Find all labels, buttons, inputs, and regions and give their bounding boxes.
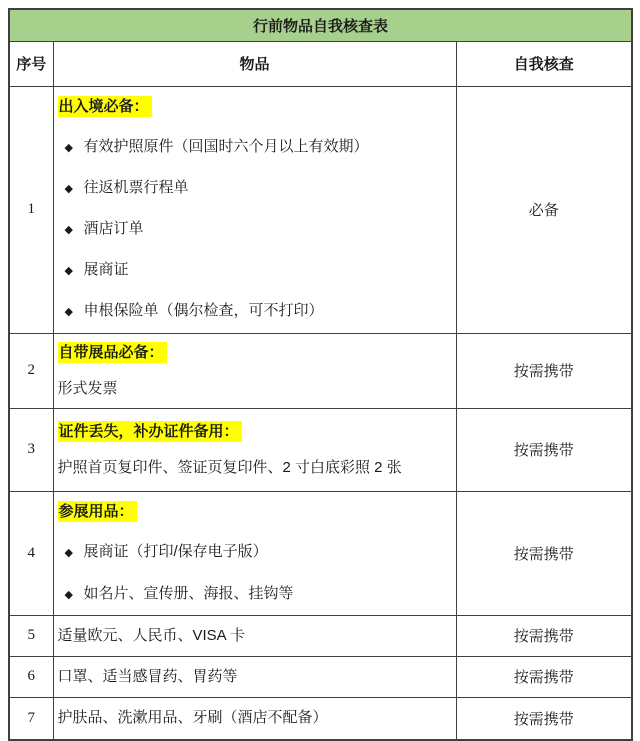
bullet-item-text: 有效护照原件（回国时六个月以上有效期） <box>83 137 369 155</box>
row-items-cell <box>53 408 456 491</box>
bullet-item <box>58 584 452 605</box>
row-check-status: 按需携带 <box>456 408 632 491</box>
bullet-item <box>58 219 452 240</box>
row-items-cell <box>53 333 456 408</box>
column-header-row <box>9 41 632 86</box>
row-check-status: 按需携带 <box>456 333 632 408</box>
highlighted-text: 证件丢失，补办证件备用： <box>58 421 242 442</box>
section-heading <box>58 422 452 442</box>
table-row <box>9 408 632 491</box>
item-text: 护照首页复印件、签证页复印件、2 寸白底彩照 2 张 <box>57 458 402 476</box>
bullet-diamond-icon: ◆ <box>64 265 73 278</box>
row-index: 4 <box>9 491 53 615</box>
bullet-item <box>58 178 452 199</box>
row-check-status: 按需携带 <box>456 656 632 697</box>
column-header-check: 自我核查 <box>456 41 632 86</box>
row-check-status: 按需携带 <box>456 615 632 656</box>
bullet-diamond-icon: ◆ <box>64 588 73 601</box>
row-items-cell <box>53 491 456 615</box>
table-row <box>9 656 632 697</box>
table-title: 行前物品自我核查表 <box>9 9 632 41</box>
bullet-item-text: 展商证（打印/保存电子版） <box>83 543 268 560</box>
item-text: 形式发票 <box>57 379 118 397</box>
row-items-cell <box>53 615 456 656</box>
section-heading <box>58 97 452 117</box>
bullet-diamond-icon: ◆ <box>64 224 73 237</box>
table-body <box>9 86 632 740</box>
bullet-item <box>58 137 452 158</box>
highlighted-text: 出入境必备： <box>58 96 152 117</box>
highlighted-text: 参展用品： <box>58 501 137 522</box>
bullet-item <box>58 260 452 281</box>
row-items-cell <box>53 697 456 740</box>
bullet-item-text: 酒店订单 <box>83 220 144 238</box>
row-index: 5 <box>9 615 53 656</box>
bullet-diamond-icon: ◆ <box>64 547 73 559</box>
row-index: 2 <box>9 333 53 408</box>
item-text: 口罩、适当感冒药、胃药等 <box>57 667 238 685</box>
column-header-item: 物品 <box>53 41 456 86</box>
bullet-diamond-icon: ◆ <box>64 141 73 154</box>
bullet-item-text: 往返机票行程单 <box>83 178 189 196</box>
row-check-status: 必备 <box>456 86 632 333</box>
row-items-cell <box>53 656 456 697</box>
bullet-item-text: 申根保险单（偶尔检查，可不打印） <box>83 302 324 320</box>
checklist-table <box>8 8 633 741</box>
row-check-status: 按需携带 <box>456 697 632 740</box>
row-index: 6 <box>9 656 53 697</box>
bullet-item-text: 展商证 <box>83 261 129 279</box>
row-items-cell <box>53 86 456 333</box>
highlighted-text: 自带展品必备： <box>58 342 167 363</box>
title-row <box>9 9 632 41</box>
column-header-index: 序号 <box>9 41 53 86</box>
bullet-diamond-icon: ◆ <box>64 306 73 319</box>
item-text: 护肤品、洗漱用品、牙刷（酒店不配备） <box>57 709 328 726</box>
row-check-status: 按需携带 <box>456 491 632 615</box>
item-text: 适量欧元、人民币、VISA 卡 <box>57 626 246 644</box>
section-heading <box>58 502 452 522</box>
table-row <box>9 615 632 656</box>
table-row <box>9 491 632 615</box>
bullet-diamond-icon: ◆ <box>64 182 73 195</box>
table-row <box>9 86 632 333</box>
bullet-item-text: 如名片、宣传册、海报、挂钩等 <box>83 584 294 602</box>
table-row <box>9 697 632 740</box>
bullet-item <box>58 301 452 322</box>
table-row <box>9 333 632 408</box>
row-index: 7 <box>9 697 53 740</box>
row-index: 1 <box>9 86 53 333</box>
section-heading <box>58 343 452 363</box>
row-index: 3 <box>9 408 53 491</box>
bullet-item <box>58 542 452 563</box>
